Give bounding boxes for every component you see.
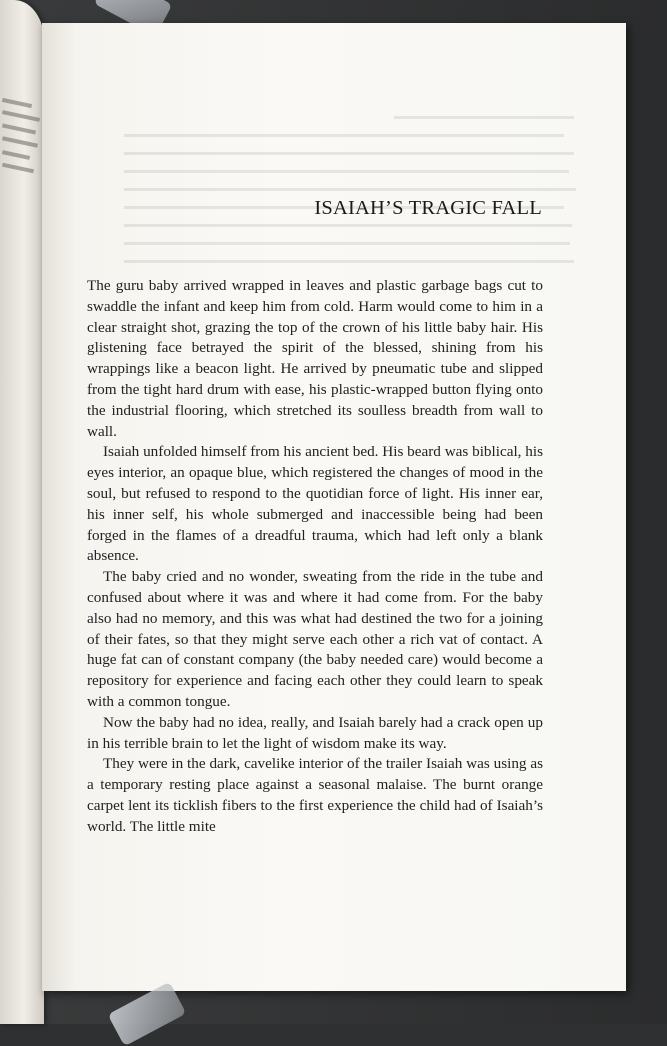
paragraph: They were in the dark, cavelike interior of the trailer Isaiah was using as a temporary resting place against a seasonal malaise. The burnt orange carpet lent its ticklish fibers to the first experience the child had of Isaiah’s world. The little mite xyxy=(87,755,543,835)
facing-page-text-fragment xyxy=(2,92,42,202)
chapter-title: ISAIAH’S TRAGIC FALL xyxy=(314,197,542,219)
paragraph: The baby cried and no wonder, sweating from the ride in the tube and confused about where it was and where it had come from. For the baby also had no memory, and this was what had destined the two for a joining of their fates, so that they might serve each other a rich vat of contact. A huge fat can of constant company (the baby needed care) would become a repository for experience and facing each other they could learn to speak with a common tongue. xyxy=(87,568,543,710)
paragraph: The guru baby arrived wrapped in leaves and plastic garbage bags cut to swaddle the infant and keep him from cold. Harm would come to him in a clear straight shot, grazing the top of the crown of his little baby hair. His glistening face betrayed the spirit of the blessed, shining from his wrappings like a beacon light. He arrived by pneumatic tube and slipped from the tight hard drum with ease, his plastic-wrapped button flying onto the industrial flooring, which stretched its soulless breadth from wall to wall. xyxy=(87,277,543,440)
paragraph: Isaiah unfolded himself from his ancient bed. His beard was biblical, his eyes interior, an opaque blue, which registered the changes of mood in the soul, but refused to respond to the quotidian force of light. His inner ear, his inner self, his whole submerged and inaccessible being had been forged in the flames of a dreadful trauma, which had left only a blank absence. xyxy=(87,443,543,565)
body-text xyxy=(87,276,543,838)
facing-page-edge xyxy=(0,0,44,1024)
paragraph: Now the baby had no idea, really, and Isaiah barely had a crack open up in his terrible brain to let the light of wisdom make its way. xyxy=(87,713,543,752)
